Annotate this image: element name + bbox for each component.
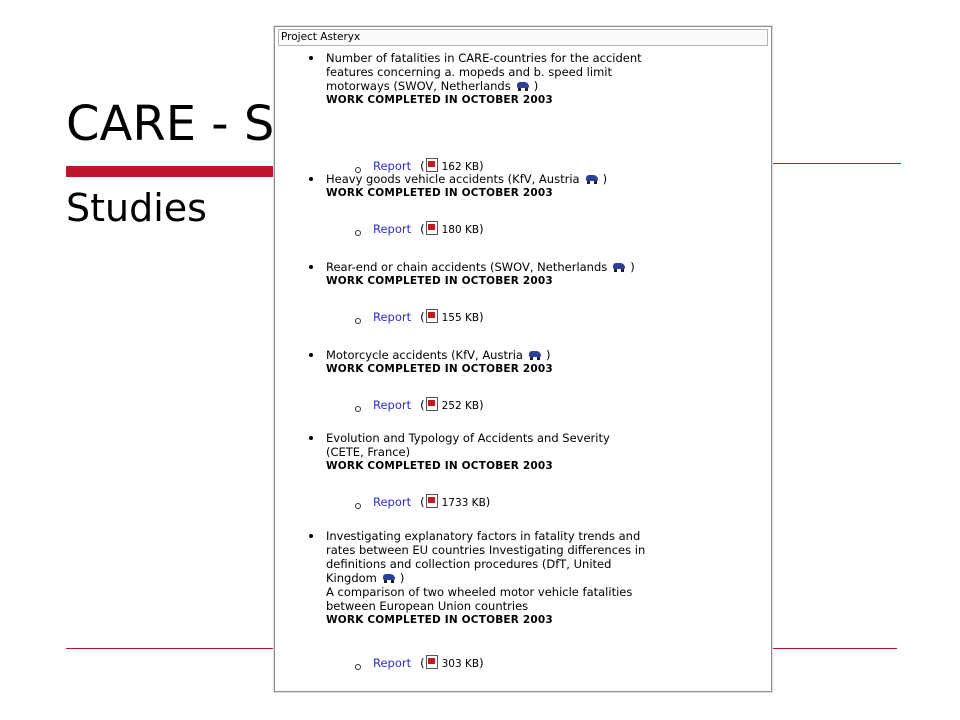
bullet: [309, 177, 313, 181]
sub-bullet: [355, 318, 361, 324]
slide-title: CARE - S: [66, 96, 275, 152]
slide-subtitle: Studies: [66, 186, 207, 230]
item-description: Evolution and Typology of Accidents and Severity (CETE, France) WORK COMPLETED IN OCTOBER 2003: [326, 431, 756, 473]
status-text: WORK COMPLETED IN OCTOBER 2003: [326, 275, 553, 287]
file-size: 155 KB: [441, 312, 480, 324]
status-text: WORK COMPLETED IN OCTOBER 2003: [326, 94, 553, 106]
pdf-icon: [426, 309, 438, 323]
pdf-icon: [426, 397, 438, 411]
item-description: Rear-end or chain accidents (SWOV, Netherlands ) WORK COMPLETED IN OCTOBER 2003: [326, 260, 756, 288]
report-row: Report ( 1733 KB): [355, 494, 490, 509]
report-link[interactable]: Report: [373, 310, 412, 324]
report-link[interactable]: Report: [373, 656, 412, 670]
report-row: Report ( 162 KB): [355, 158, 484, 173]
file-size: 303 KB: [441, 658, 480, 670]
report-row: Report ( 155 KB): [355, 309, 484, 324]
item-description: Heavy goods vehicle accidents (KfV, Austria ) WORK COMPLETED IN OCTOBER 2003: [326, 172, 756, 200]
pdf-icon: [426, 158, 438, 172]
report-link[interactable]: Report: [373, 495, 412, 509]
sub-bullet: [355, 230, 361, 236]
report-link[interactable]: Report: [373, 398, 412, 412]
report-row: Report ( 303 KB): [355, 655, 484, 670]
report-row: Report ( 180 KB): [355, 221, 484, 236]
pdf-icon: [426, 494, 438, 508]
footer-divider-right: [770, 648, 897, 649]
item-description: Number of fatalities in CARE-countries for the accident features concerning a. mopeds and b. speed limit motorways (SWOV, Netherlands ) WORK COMPLETED IN OCTOBER 2003: [326, 51, 756, 107]
sub-bullet: [355, 406, 361, 412]
car-icon: [381, 573, 398, 583]
footer-divider-left: [66, 648, 274, 649]
file-size: 1733 KB: [441, 497, 486, 509]
report-link[interactable]: Report: [373, 222, 412, 236]
car-icon: [527, 350, 544, 360]
title-divider-line: [770, 163, 901, 164]
status-text: WORK COMPLETED IN OCTOBER 2003: [326, 614, 553, 626]
bullet: [309, 353, 313, 357]
sub-bullet: [355, 503, 361, 509]
bullet: [309, 436, 313, 440]
file-size: 162 KB: [441, 161, 480, 173]
item-description: Investigating explanatory factors in fatality trends and rates between EU countries Investigating differences in definitions and collection procedures (DfT, United Kingdom ) A comparison of two wheeled motor vehicle fatalities between European Union countries WORK COMPLETED IN OCTOBER 2003: [326, 529, 756, 627]
bullet: [309, 534, 313, 538]
car-icon: [515, 81, 532, 91]
file-size: 180 KB: [441, 224, 480, 236]
file-size: 252 KB: [441, 400, 480, 412]
sub-bullet: [355, 664, 361, 670]
title-accent-bar: [66, 166, 278, 177]
car-icon: [584, 174, 601, 184]
status-text: WORK COMPLETED IN OCTOBER 2003: [326, 187, 553, 199]
report-link[interactable]: Report: [373, 159, 412, 173]
car-icon: [611, 262, 628, 272]
pdf-icon: [426, 655, 438, 669]
panel-header: Project Asteryx: [278, 29, 768, 46]
status-text: WORK COMPLETED IN OCTOBER 2003: [326, 363, 553, 375]
status-text: WORK COMPLETED IN OCTOBER 2003: [326, 460, 553, 472]
pdf-icon: [426, 221, 438, 235]
report-row: Report ( 252 KB): [355, 397, 484, 412]
item-description: Motorcycle accidents (KfV, Austria ) WORK COMPLETED IN OCTOBER 2003: [326, 348, 756, 376]
bullet: [309, 265, 313, 269]
project-panel-screenshot: [274, 26, 772, 692]
bullet: [309, 56, 313, 60]
